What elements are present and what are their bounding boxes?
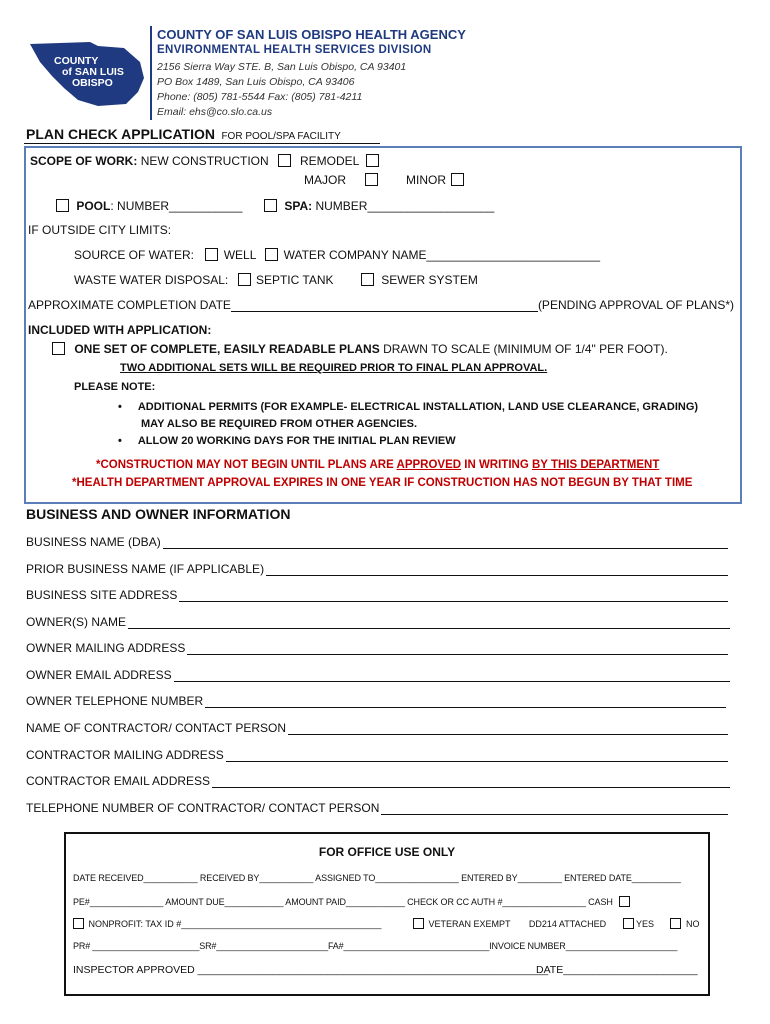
water-company-checkbox[interactable]: [265, 248, 278, 261]
scope-label: SCOPE OF WORK:: [30, 154, 138, 168]
septic-label: SEPTIC TANK: [255, 273, 334, 287]
field-label: PRIOR BUSINESS NAME (IF APPLICABLE): [26, 562, 265, 576]
water-company-field[interactable]: WATER COMPANY NAME__________________________: [283, 248, 601, 262]
logo-text-1: COUNTY: [54, 55, 99, 67]
bullet-1-line-1: ADDITIONAL PERMITS (FOR EXAMPLE- ELECTRICAL INSTALLATION, LAND USE CLEARANCE, GRADING): [137, 401, 699, 413]
form-subtitle: FOR POOL/SPA FACILITY: [221, 131, 341, 142]
spa-checkbox[interactable]: [264, 199, 277, 212]
field-row: [26, 774, 730, 788]
owner-mailing-address-input[interactable]: [187, 644, 728, 655]
warning-1a: *CONSTRUCTION MAY NOT BEGIN UNTIL PLANS ARE: [96, 459, 397, 471]
address-line-2: PO Box 1489, San Luis Obispo, CA 93406: [157, 76, 355, 88]
cash-checkbox[interactable]: [619, 896, 630, 907]
office-row-2[interactable]: PE#_______________ AMOUNT DUE____________ AMOUNT PAID____________ CHECK OR CC AUTH #_________________ CASH: [73, 897, 613, 907]
warning-1b: APPROVED: [396, 459, 462, 471]
owner-name-input[interactable]: [128, 618, 730, 629]
contractor-telephone-input[interactable]: [381, 804, 728, 815]
field-row: [26, 748, 728, 762]
remodel-label: REMODEL: [300, 154, 359, 168]
field-row: [26, 668, 730, 682]
spa-label: SPA:: [284, 199, 313, 213]
office-row-4[interactable]: PR# ______________________SR#_______________________FA#______________________________INVOICE NUMBER_______________________: [73, 941, 678, 951]
yes-checkbox[interactable]: [623, 918, 634, 929]
yes-label: YES: [635, 919, 654, 929]
logo-text-2: of SAN LUIS: [62, 66, 124, 78]
plans-checkbox[interactable]: [52, 342, 65, 355]
field-row: [26, 615, 730, 629]
field-row: [26, 641, 728, 655]
field-label: OWNER EMAIL ADDRESS: [26, 668, 172, 682]
owner-email-input[interactable]: [174, 671, 730, 682]
field-label: OWNER MAILING ADDRESS: [26, 641, 186, 655]
division-name: ENVIRONMENTAL HEALTH SERVICES DIVISION: [157, 44, 432, 56]
septic-checkbox[interactable]: [238, 273, 251, 286]
business-site-address-input[interactable]: [179, 591, 728, 602]
field-label: NAME OF CONTRACTOR/ CONTACT PERSON: [26, 721, 287, 735]
field-label: OWNER(S) NAME: [26, 615, 126, 629]
two-sets-notice: TWO ADDITIONAL SETS WILL BE REQUIRED PRIOR TO FINAL PLAN APPROVAL.: [120, 362, 548, 374]
new-construction-checkbox[interactable]: [278, 154, 291, 167]
water-source-label: SOURCE OF WATER:: [74, 248, 194, 262]
field-label: TELEPHONE NUMBER OF CONTRACTOR/ CONTACT PERSON: [26, 801, 380, 815]
field-row: [26, 694, 726, 708]
phone-line: Phone: (805) 781-5544 Fax: (805) 781-4211: [157, 91, 363, 103]
contractor-name-input[interactable]: [288, 724, 728, 735]
veteran-exempt-label: VETERAN EXEMPT: [428, 919, 511, 929]
county-logo: [28, 40, 146, 108]
field-label: CONTRACTOR EMAIL ADDRESS: [26, 774, 211, 788]
sewer-label: SEWER SYSTEM: [381, 273, 478, 287]
no-checkbox[interactable]: [670, 918, 681, 929]
please-note-label: PLEASE NOTE:: [74, 381, 156, 393]
contractor-mailing-address-input[interactable]: [226, 751, 728, 762]
pool-number-field[interactable]: : NUMBER___________: [110, 199, 243, 213]
inspector-date-field[interactable]: DATE_______________________: [536, 964, 698, 976]
field-row: [26, 535, 728, 549]
plans-bold-text: ONE SET OF COMPLETE, EASILY READABLE PLANS: [74, 342, 380, 356]
field-label: BUSINESS SITE ADDRESS: [26, 588, 178, 602]
plans-rest-text: DRAWN TO SCALE (MINIMUM OF 1/4" PER FOOT).: [383, 342, 668, 356]
logo-text-3: OBISPO: [72, 77, 113, 89]
owner-telephone-input[interactable]: [205, 697, 726, 708]
prior-business-name-input[interactable]: [266, 565, 728, 576]
field-row: [26, 588, 728, 602]
major-checkbox[interactable]: [365, 173, 378, 186]
completion-date-suffix: (PENDING APPROVAL OF PLANS*): [537, 298, 734, 312]
field-label: OWNER TELEPHONE NUMBER: [26, 694, 204, 708]
field-row: [26, 801, 728, 815]
contractor-email-input[interactable]: [212, 777, 730, 788]
spa-number-field[interactable]: NUMBER___________________: [315, 199, 495, 213]
office-use-title: FOR OFFICE USE ONLY: [318, 845, 456, 859]
well-label: WELL: [223, 248, 256, 262]
title-underline: [24, 143, 380, 144]
address-line-1: 2156 Sierra Way STE. B, San Luis Obispo, CA 93401: [157, 61, 407, 73]
bullet-1-line-2: MAY ALSO BE REQUIRED FROM OTHER AGENCIES.: [141, 418, 418, 430]
no-label: NO: [685, 919, 700, 929]
inspector-approved-field[interactable]: INSPECTOR APPROVED ____________________________________________________________: [73, 964, 549, 976]
dd214-label: DD214 ATTACHED: [528, 919, 607, 929]
remodel-checkbox[interactable]: [366, 154, 379, 167]
included-label: INCLUDED WITH APPLICATION:: [28, 323, 212, 337]
new-construction-label: NEW CONSTRUCTION: [140, 154, 269, 168]
business-name-input[interactable]: [163, 538, 728, 549]
sewer-checkbox[interactable]: [361, 273, 374, 286]
completion-date-field[interactable]: [231, 301, 538, 312]
warning-2: *HEALTH DEPARTMENT APPROVAL EXPIRES IN ONE YEAR IF CONSTRUCTION HAS NOT BEGUN BY THAT TIME: [72, 477, 693, 489]
nonprofit-checkbox[interactable]: [73, 918, 84, 929]
well-checkbox[interactable]: [205, 248, 218, 261]
outside-city-label: IF OUTSIDE CITY LIMITS:: [28, 223, 172, 237]
field-row: [26, 562, 728, 576]
veteran-exempt-checkbox[interactable]: [413, 918, 424, 929]
agency-name: COUNTY OF SAN LUIS OBISPO HEALTH AGENCY: [157, 27, 466, 42]
form-title: PLAN CHECK APPLICATION: [26, 126, 215, 142]
business-heading: BUSINESS AND OWNER INFORMATION: [26, 506, 291, 522]
minor-checkbox[interactable]: [451, 173, 464, 186]
field-label: BUSINESS NAME (DBA): [26, 535, 161, 549]
nonprofit-field[interactable]: NONPROFIT: TAX ID #________________________________________: [88, 919, 382, 929]
pool-label: POOL: [76, 199, 111, 213]
email-line: Email: ehs@co.slo.ca.us: [157, 106, 273, 118]
major-label: MAJOR: [304, 173, 346, 187]
completion-date-label: APPROXIMATE COMPLETION DATE: [28, 298, 231, 312]
pool-checkbox[interactable]: [56, 199, 69, 212]
warning-1c: IN WRITING: [461, 459, 532, 471]
warning-1d: BY THIS DEPARTMENT: [531, 459, 660, 471]
bullet-2: ALLOW 20 WORKING DAYS FOR THE INITIAL PLAN REVIEW: [137, 435, 456, 447]
office-row-1[interactable]: DATE RECEIVED___________ RECEIVED BY___________ ASSIGNED TO_________________ ENTERED BY_________ ENTERED DATE__________: [73, 873, 681, 883]
minor-label: MINOR: [406, 173, 446, 187]
field-row: [26, 721, 728, 735]
bullet-dot: •: [118, 401, 122, 413]
header-divider: [150, 26, 152, 120]
waste-water-label: WASTE WATER DISPOSAL:: [74, 273, 229, 287]
bullet-dot: •: [118, 435, 122, 447]
field-label: CONTRACTOR MAILING ADDRESS: [26, 748, 224, 762]
